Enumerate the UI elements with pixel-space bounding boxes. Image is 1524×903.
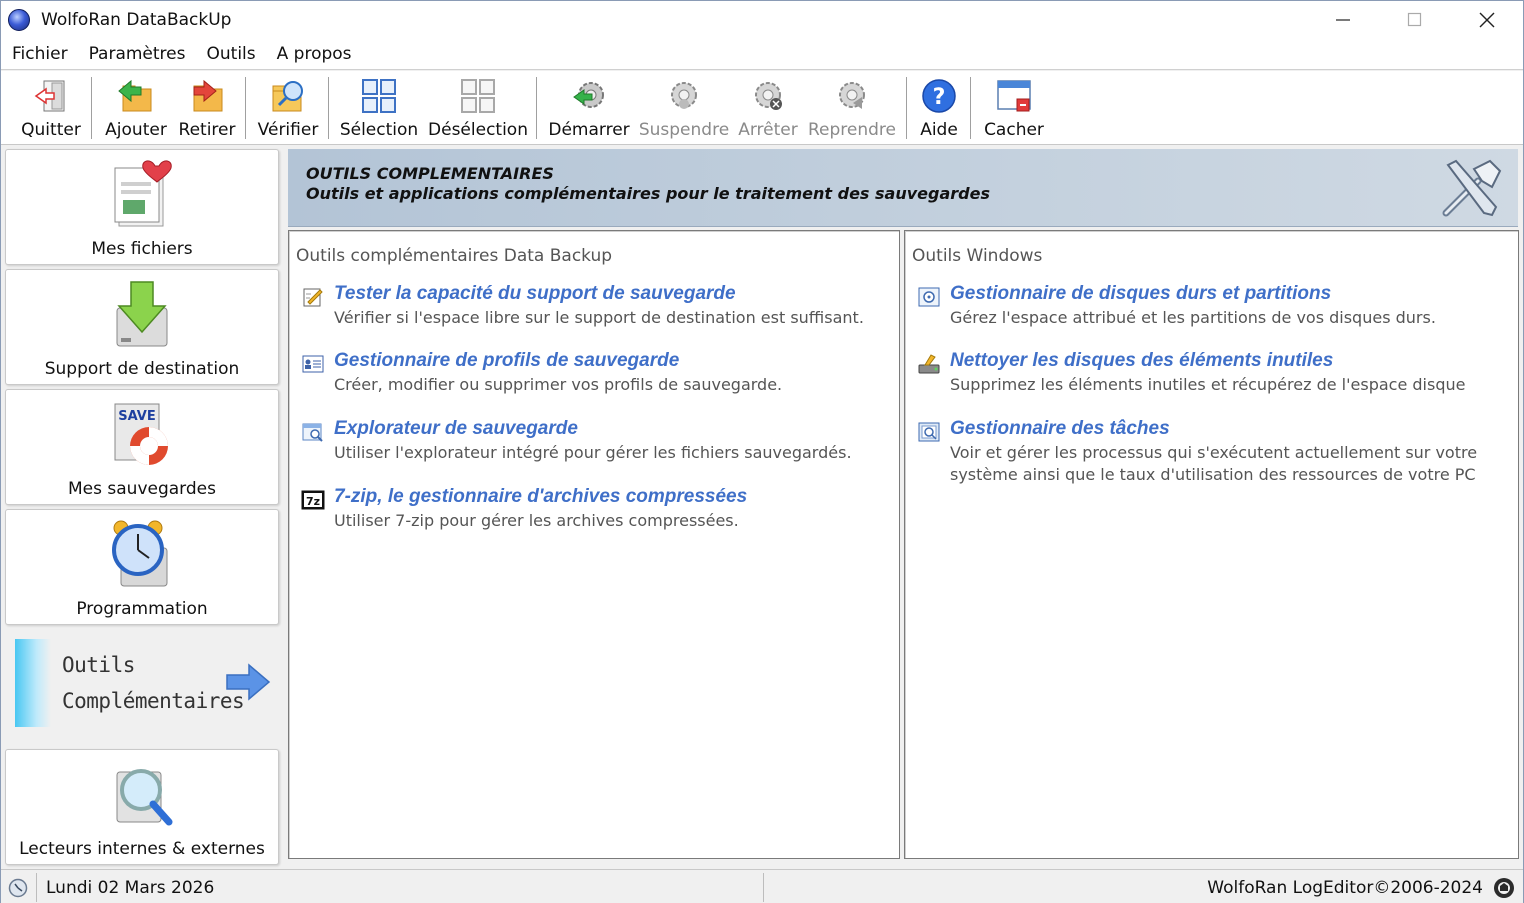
tool-description: Gérez l'espace attribué et les partitions de vos disques durs. <box>950 308 1436 327</box>
tool-link[interactable]: Nettoyer les disques des éléments inutiles <box>950 350 1334 371</box>
gear-pause-icon <box>665 77 703 115</box>
files-heart-icon <box>107 158 177 230</box>
tool-link[interactable]: Explorateur de sauvegarde <box>334 418 578 439</box>
suspend-label: Suspendre <box>638 120 730 140</box>
deselection-button[interactable] <box>429 71 527 143</box>
arrow-right-icon <box>225 663 271 701</box>
remove-folder-icon <box>188 77 226 115</box>
wolforan-logo-icon <box>1493 877 1515 899</box>
resume-label: Reprendre <box>807 120 896 140</box>
menu-fichier[interactable]: Fichier <box>12 44 68 64</box>
menu-a-propos[interactable]: A propos <box>276 44 352 64</box>
tool-description: Utiliser l'explorateur intégré pour gérer les fichiers sauvegardés. <box>334 443 852 462</box>
deselection-label: Désélection <box>428 120 528 140</box>
nav-label: Mes fichiers <box>91 239 193 259</box>
app-logo-icon <box>8 9 30 31</box>
suspend-button[interactable] <box>639 71 729 143</box>
status-copyright: WolfoRan LogEditor©2006-2024 <box>1207 878 1483 898</box>
help-icon <box>920 77 958 115</box>
remove-label: Retirer <box>178 120 236 140</box>
menu-bar <box>1 39 1523 70</box>
svg-text:SAVE: SAVE <box>118 409 156 424</box>
verify-folder-icon <box>269 77 307 115</box>
nav-mes-sauvegardes[interactable] <box>5 389 279 505</box>
grid-deselect-icon <box>459 77 497 115</box>
tool-description: Vérifier si l'espace libre sur le support de destination est suffisant. <box>334 308 864 327</box>
banner-title: OUTILS COMPLEMENTAIRES <box>306 164 554 183</box>
grid-select-icon <box>360 77 398 115</box>
status-separator <box>763 873 764 902</box>
nav-label: Lecteurs internes & externes <box>19 839 265 859</box>
status-separator <box>36 873 37 902</box>
title-bar <box>1 1 1523 39</box>
add-button[interactable] <box>101 71 171 143</box>
explorer-icon <box>301 420 325 444</box>
tool-link[interactable]: 7-zip, le gestionnaire d'archives compressées <box>334 486 748 507</box>
maximize-icon <box>1407 12 1423 28</box>
drive-magnifier-icon <box>107 758 177 830</box>
exit-door-icon <box>32 77 70 115</box>
stop-button[interactable] <box>735 71 801 143</box>
nav-outils-complementaires[interactable] <box>11 639 279 729</box>
add-folder-icon <box>117 77 155 115</box>
7zip-icon <box>301 488 325 512</box>
nav-label: Mes sauvegardes <box>68 479 216 499</box>
menu-parametres[interactable]: Paramètres <box>88 44 186 64</box>
toolbar <box>1 71 1523 145</box>
clock-status-icon <box>8 878 28 898</box>
pane-title: Outils Windows <box>912 246 1043 266</box>
tool-link[interactable]: Gestionnaire de profils de sauvegarde <box>334 350 680 371</box>
help-button[interactable] <box>913 71 965 143</box>
status-bar <box>1 869 1523 903</box>
nav-label: Programmation <box>76 599 208 619</box>
gear-stop-icon <box>749 77 787 115</box>
tool-description: Voir et gérer les processus qui s'exécutent actuellement sur votre <box>950 443 1478 462</box>
svg-text:?: ? <box>932 85 946 110</box>
toolbar-separator <box>328 77 329 139</box>
nav-support-destination[interactable] <box>5 269 279 385</box>
nav-lecteurs[interactable] <box>5 749 279 865</box>
verify-label: Vérifier <box>257 120 319 140</box>
nav-programmation[interactable] <box>5 509 279 625</box>
disk-management-icon <box>917 285 941 309</box>
toolbar-separator <box>906 77 907 139</box>
help-label: Aide <box>920 120 958 140</box>
nav-panel <box>5 149 279 865</box>
nav-label: Support de destination <box>44 359 240 379</box>
stop-label: Arrêter <box>738 120 798 140</box>
window-controls <box>1307 1 1523 39</box>
minimize-button[interactable] <box>1307 1 1379 39</box>
tool-description: Supprimez les éléments inutiles et récupérez de l'espace disque <box>950 375 1466 394</box>
minimize-icon <box>1335 12 1351 28</box>
maximize-button[interactable] <box>1379 1 1451 39</box>
tool-link[interactable]: Tester la capacité du support de sauvegarde <box>334 283 736 304</box>
toolbar-separator <box>970 77 971 139</box>
pane-title: Outils complémentaires Data Backup <box>296 246 613 266</box>
task-manager-icon <box>917 420 941 444</box>
tool-description-line-2: système ainsi que le taux d'utilisation des ressources de votre PC <box>950 465 1476 484</box>
databackup-tools-pane <box>288 230 900 859</box>
pencil-checklist-icon <box>301 285 325 309</box>
toolbar-separator <box>536 77 537 139</box>
menu-outils[interactable]: Outils <box>206 44 256 64</box>
tools-icon <box>1438 157 1504 221</box>
start-button[interactable] <box>547 71 631 143</box>
banner-subtitle: Outils et applications complémentaires pour le traitement des sauvegardes <box>306 184 990 203</box>
gear-play-icon <box>570 77 608 115</box>
tool-description: Créer, modifier ou supprimer vos profils de sauvegarde. <box>334 375 783 394</box>
verify-button[interactable] <box>253 71 323 143</box>
section-banner <box>288 149 1518 227</box>
nav-active-label-1: Outils <box>62 653 135 677</box>
close-button[interactable] <box>1451 1 1523 39</box>
window-title: WolfoRan DataBackUp <box>41 10 232 30</box>
close-icon <box>1478 11 1496 29</box>
tool-description: Utiliser 7-zip pour gérer les archives compressées. <box>334 511 739 530</box>
hide-window-icon <box>995 77 1033 115</box>
selection-button[interactable] <box>339 71 419 143</box>
start-label: Démarrer <box>548 120 630 140</box>
quit-label: Quitter <box>21 120 81 140</box>
profile-list-icon <box>301 352 325 376</box>
hide-label: Cacher <box>984 120 1044 140</box>
drive-download-icon <box>107 278 177 350</box>
save-lifebuoy-icon <box>107 398 177 470</box>
active-indicator <box>15 639 51 727</box>
windows-tools-pane <box>904 230 1519 859</box>
status-date: Lundi 02 Mars 2026 <box>46 878 215 898</box>
toolbar-separator <box>245 77 246 139</box>
tool-link[interactable]: Gestionnaire de disques durs et partitions <box>950 283 1332 304</box>
disk-cleanup-icon <box>917 352 941 376</box>
resume-button[interactable] <box>807 71 897 143</box>
toolbar-separator <box>91 77 92 139</box>
add-label: Ajouter <box>105 120 167 140</box>
nav-active-label-2: Complémentaires <box>62 689 245 713</box>
alarm-clock-icon <box>107 518 177 590</box>
selection-label: Sélection <box>339 120 419 140</box>
gear-resume-icon <box>833 77 871 115</box>
tool-link[interactable]: Gestionnaire des tâches <box>950 418 1170 439</box>
nav-mes-fichiers[interactable] <box>5 149 279 265</box>
hide-button[interactable] <box>979 71 1049 143</box>
remove-button[interactable] <box>173 71 241 143</box>
quit-button[interactable] <box>15 71 87 143</box>
svg-text:7z: 7z <box>305 495 321 508</box>
